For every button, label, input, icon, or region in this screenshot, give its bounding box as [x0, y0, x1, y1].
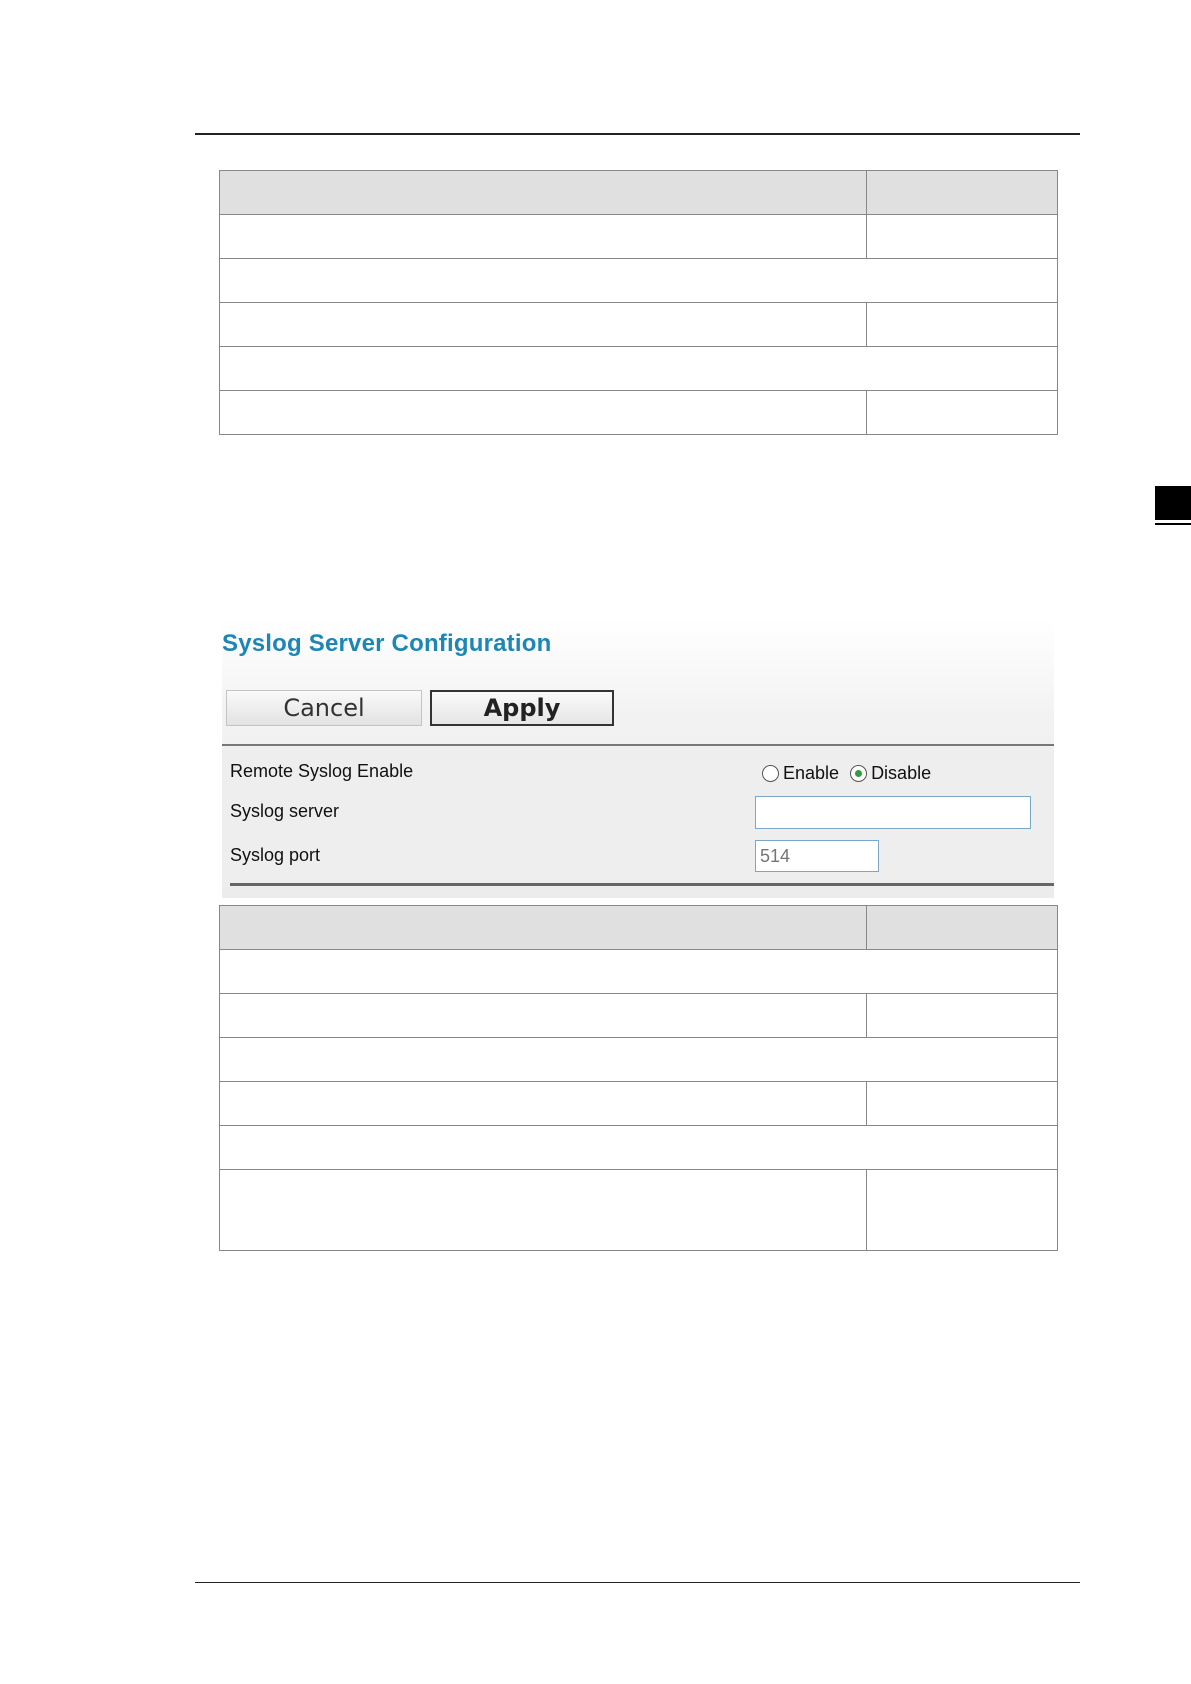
parameter-table-bottom	[219, 905, 1058, 1251]
table-span-row	[220, 259, 1058, 303]
enable-radio-label[interactable]: Enable	[783, 763, 840, 783]
remote-syslog-label: Remote Syslog Enable	[230, 761, 414, 781]
cancel-button[interactable]: Cancel	[226, 690, 422, 726]
table-row	[220, 1082, 1058, 1126]
table-row	[220, 303, 1058, 347]
footer-rule	[195, 1582, 1080, 1583]
enable-radio[interactable]	[762, 765, 779, 782]
parameter-table-top	[219, 170, 1058, 435]
table-span-row	[220, 347, 1058, 391]
table-header-row	[220, 171, 1058, 215]
syslog-server-input[interactable]	[755, 796, 1031, 829]
disable-radio-label[interactable]: Disable	[871, 763, 932, 783]
apply-button[interactable]: Apply	[430, 690, 614, 726]
form-bottom-divider	[230, 883, 1054, 886]
form-top-divider	[222, 744, 1054, 746]
table-row	[220, 215, 1058, 259]
syslog-config-panel	[222, 620, 1054, 898]
table-span-row	[220, 950, 1058, 994]
syslog-port-input[interactable]	[755, 840, 879, 872]
table-row	[220, 1170, 1058, 1251]
disable-radio[interactable]	[850, 765, 867, 782]
syslog-server-label: Syslog server	[230, 801, 340, 821]
table-span-row	[220, 1126, 1058, 1170]
chapter-tab-underline	[1155, 523, 1191, 525]
table-row	[220, 391, 1058, 435]
remote-syslog-radio-group	[762, 763, 942, 784]
header-rule	[195, 133, 1080, 135]
table-header-row	[220, 906, 1058, 950]
chapter-tab-marker	[1155, 486, 1191, 520]
panel-title: Syslog Server Configuration	[222, 630, 552, 657]
table-span-row	[220, 1038, 1058, 1082]
table-row	[220, 994, 1058, 1038]
syslog-port-label: Syslog port	[230, 845, 321, 865]
